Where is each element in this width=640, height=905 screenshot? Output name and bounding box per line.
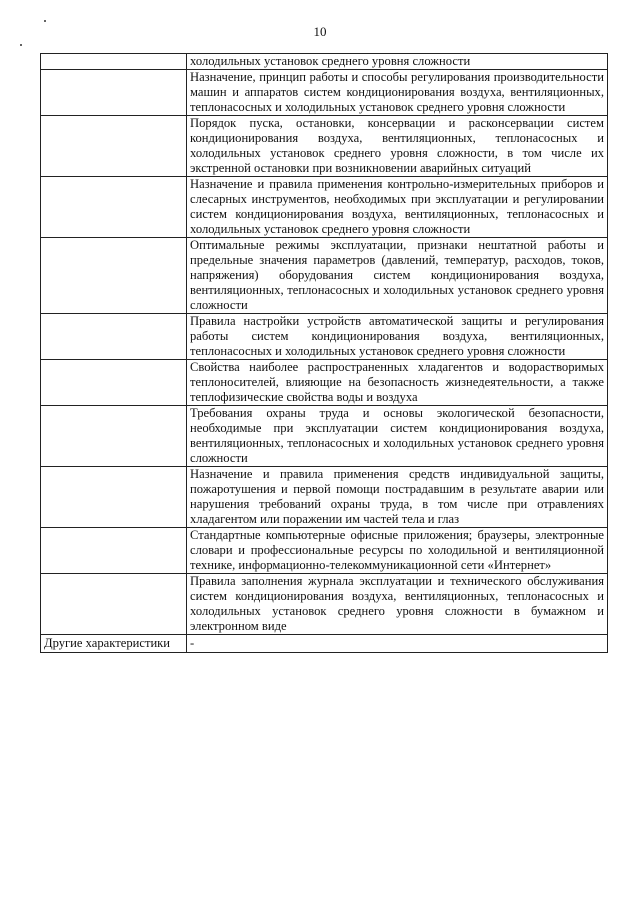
table-row [41,116,608,177]
page-number: 10 [313,24,327,39]
row-label [41,54,187,70]
row-label [41,360,187,406]
table-row [41,177,608,238]
table-row [41,574,608,635]
scan-mark [20,44,22,46]
table-row [41,635,608,653]
row-text: Свойства наиболее распространенных хладагентов и водорастворимых теплоносителей, влияющие на безопасность жизнедеятельности, а также теплофизические свойства воды и воздуха [187,360,608,406]
row-label [41,467,187,528]
requirements-table [40,53,608,653]
table-row [41,238,608,314]
row-text: Назначение и правила применения контрольно-измерительных приборов и слесарных инструментов, необходимых при эксплуатации и регулировании систем кондиционирования воздуха, вентиляционных, теплонасосных и холодильных установок среднего уровня сложности [187,177,608,238]
table-row [41,406,608,467]
row-label [41,528,187,574]
scan-mark [44,20,46,22]
table-row [41,528,608,574]
row-text: Назначение и правила применения средств индивидуальной защиты, пожаротушения и первой помощи пострадавшим в результате аварии или нарушения требований охраны труда, в том числе при отравлениях хладагентом или поражении им частей тела и глаз [187,467,608,528]
table-row [41,360,608,406]
row-text: Назначение, принцип работы и способы регулирования производительности машин и аппаратов систем кондиционирования воздуха, вентиляционных, теплонасосных и холодильных установок среднего уровня сложности [187,70,608,116]
table-row [41,54,608,70]
row-text: Правила заполнения журнала эксплуатации и технического обслуживания систем кондиционирования воздуха, вентиляционных, теплонасосных и холодильных установок среднего уровня сложности в бумажном и электронном виде [187,574,608,635]
row-label [41,314,187,360]
table-row [41,314,608,360]
row-label [41,406,187,467]
row-label [41,70,187,116]
row-text: Требования охраны труда и основы экологической безопасности, необходимые при эксплуатации систем кондиционирования воздуха, вентиляционных, теплонасосных и холодильных установок среднего уровня сложности [187,406,608,467]
row-label [41,574,187,635]
row-label [41,177,187,238]
table-row [41,70,608,116]
row-label [41,238,187,314]
row-text: - [187,635,608,653]
row-label [41,116,187,177]
row-text: Правила настройки устройств автоматической защиты и регулирования работы систем кондиционирования воздуха, вентиляционных, теплонасосных и холодильных установок среднего уровня сложности [187,314,608,360]
row-text: Стандартные компьютерные офисные приложения; браузеры, электронные словари и профессиональные ресурсы по холодильной и вентиляционной технике, информационно-телекоммуникационной сети «Интернет» [187,528,608,574]
row-label-other-characteristics: Другие характеристики [41,635,187,653]
table-row [41,467,608,528]
row-text: холодильных установок среднего уровня сложности [187,54,608,70]
row-text: Порядок пуска, остановки, консервации и расконсервации систем кондиционирования воздуха, вентиляционных, теплонасосных и холодильных установок среднего уровня сложности, в том числе их экстренной остановки при возникновении аварийных ситуаций [187,116,608,177]
row-text: Оптимальные режимы эксплуатации, признаки нештатной работы и предельные значения параметров (давлений, температур, расходов, токов, напряжения) оборудования систем кондиционирования воздуха, вентиляционных, теплонасосных и холодильных установок среднего уровня сложности [187,238,608,314]
